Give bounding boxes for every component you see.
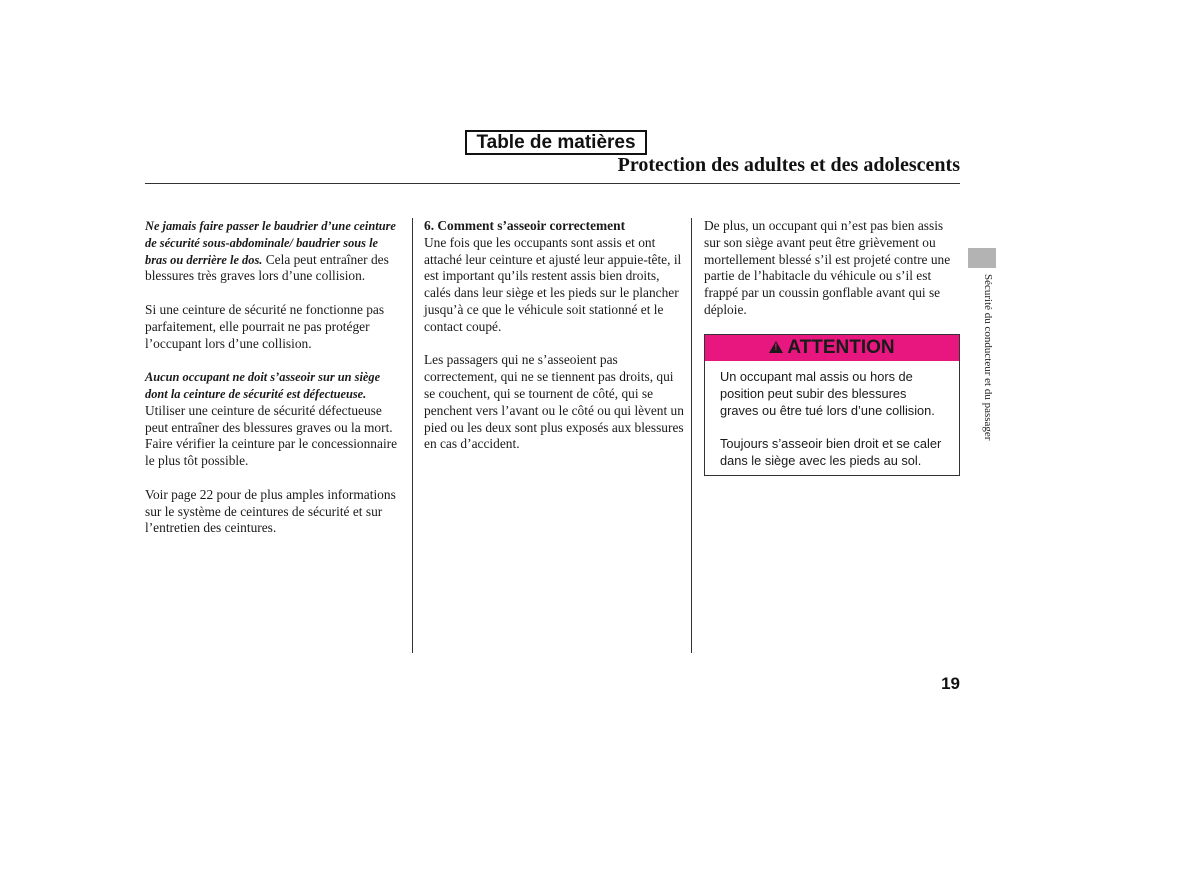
body-text: Cela peut entraîner des blessures très graves lors d’une collision.: [145, 251, 389, 284]
warning-text: Un occupant mal assis ou hors de position peut subir des blessures graves ou être tué lors d’une collision.: [720, 369, 935, 418]
page-number: 19: [941, 674, 960, 693]
column-2: [424, 218, 684, 470]
warning-header: [705, 335, 959, 361]
paragraph-3: [145, 369, 403, 470]
paragraph-2: Si une ceinture de sécurité ne fonctionne pas parfaitement, elle pourrait ne pas protéger l’occupant lors d’une collision.: [145, 301, 385, 351]
body-text: Utiliser une ceinture de sécurité défectueuse peut entraîner des blessures graves ou la mort. Faire vérifier la ceinture par le concessionnaire le plus tôt possible.: [145, 402, 398, 469]
subsection-heading: 6. Comment s’asseoir correctement: [424, 218, 626, 233]
table-of-contents-button[interactable]: Table de matières: [465, 130, 647, 155]
body-text: Une fois que les occupants sont assis et ont attaché leur ceinture et ajusté leur appuie-tête, il est important qu’ils restent assis bien droits, calés dans leur siège et les pieds sur le plancher jusqu’à ce que le véhicule soit stationné et le contact coupé.: [424, 234, 682, 334]
header-divider: [145, 183, 960, 184]
paragraph-4: Voir page 22 pour de plus amples informations sur le système de ceintures de sécurité et sur l’entretien des ceintures.: [145, 486, 396, 536]
column-3: [704, 218, 962, 336]
chapter-label: Sécurité du conducteur et du passager: [982, 274, 994, 441]
paragraph-1: [145, 218, 403, 285]
paragraph-1: De plus, un occupant qui n’est pas bien assis sur son siège avant peut être grièvement ou mortellement blessé s’il est projeté contre une partie de l’habitacle du véhicule ou s’il est frappé par un coussin gonflable avant qui se déploie.: [704, 218, 951, 317]
emphasis-text: Ne jamais faire passer le baudrier d’une ceinture de sécurité sous-abdominale/ baudrier sous le bras ou derrière le dos.: [145, 219, 396, 267]
column-divider: [691, 218, 692, 653]
warning-text: Toujours s’asseoir bien droit et se caler dans le siège avec les pieds au sol.: [720, 436, 942, 468]
section-title: Protection des adultes et des adolescents: [617, 154, 960, 176]
warning-body: [705, 361, 959, 470]
column-divider: [412, 218, 413, 653]
warning-title: ATTENTION: [787, 337, 895, 358]
emphasis-text: Aucun occupant ne doit s’asseoir sur un siège dont la ceinture de sécurité est défectueuse.: [145, 370, 381, 401]
paragraph-1: [424, 218, 684, 336]
column-1: [145, 218, 403, 554]
chapter-tab: [968, 248, 996, 268]
paragraph-2: Les passagers qui ne s’asseoient pas correctement, qui ne se tiennent pas droits, qui se couchent, qui se tournent de côté, qui se penchent vers l’avant ou le côté ou qui lèvent un pied ou les deux sont plus exposés aux blessures en cas d’accident.: [424, 352, 684, 452]
warning-box: [704, 334, 960, 476]
warning-triangle-icon: [769, 341, 783, 353]
